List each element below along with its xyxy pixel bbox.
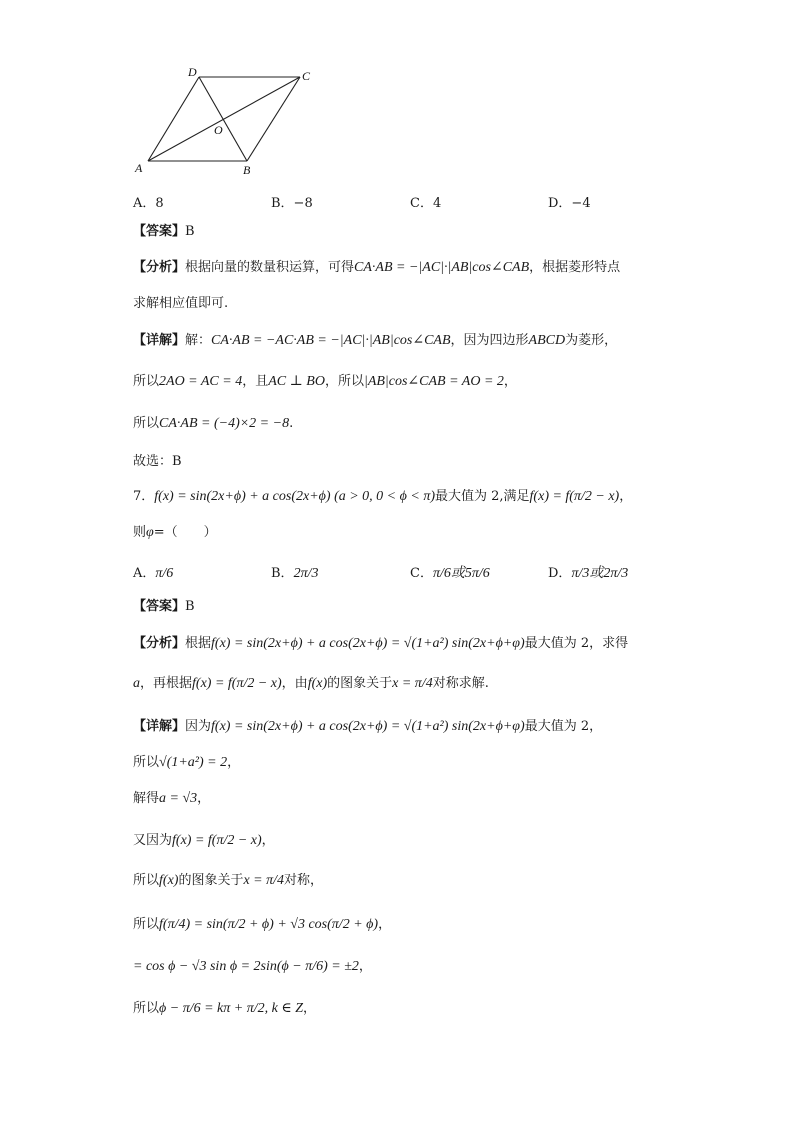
q7-detail-line-8 [133,999,316,1019]
answer-value: B [185,599,195,614]
q6-option-d: D．−4 [548,196,591,211]
text: 解得 [133,791,160,806]
q6-analysis-line-2: 求解相应值即可. [133,296,229,311]
math: φ [146,525,154,540]
text: ，所以 [324,374,364,389]
q6-choose: 故选：B [133,454,182,469]
text: 最大值为 2,满足 [435,489,530,504]
label-b: B [243,163,251,177]
text: 所以 [133,917,160,932]
q7-option-b [271,562,318,582]
q6-detail-line-2 [133,372,517,392]
q7-detail-line-7 [133,957,372,977]
label-a: A [135,161,143,175]
text: ，且 [242,374,269,389]
text: 为菱形， [565,333,618,348]
text: ，由 [281,676,308,691]
text: 所以 [133,1001,160,1016]
text: =（ ） [153,525,217,540]
label-d: D [188,65,197,79]
math: f(x) = sin(2x+ϕ) + a cos(2x+ϕ) (a > 0, 0 < ϕ < π) [154,489,435,504]
option-letter: B． [271,566,294,581]
option-value: π/6或5π/6 [432,566,490,581]
text: ，根据菱形特点 [529,260,621,275]
math: CA·AB = −AC·AB = −|AC|·|AB|cos∠CAB [211,333,451,348]
analysis-tag: 【分析】 [133,636,186,651]
q7-detail-line-2 [133,753,240,773]
q7-detail-line-1 [133,717,602,737]
text: 因为 [185,719,212,734]
label-o: O [214,123,223,137]
side-bc [247,77,300,161]
question-number: 7． [133,489,155,504]
option-value: π/6 [155,566,174,581]
math: ABCD [528,333,566,348]
diagonal-ac [148,77,300,161]
option-letter: C． [410,566,433,581]
q7-answer [133,597,195,617]
option-letter: D． [548,566,572,581]
q7-analysis-line-2 [133,674,489,694]
text: ，因为四边形 [450,333,529,348]
text: ， [378,917,392,932]
q7-option-a [133,562,173,582]
answer-value: B [185,224,195,239]
q6-detail-line-1 [133,331,617,351]
q7-detail-line-3 [133,789,210,809]
math: f(x) = f(π/2 − x) [172,833,262,848]
q7-option-c [410,562,490,582]
option-letter: A． [133,566,156,581]
option-value: 2π/3 [293,566,319,581]
math: f(x) = sin(2x+ϕ) + a cos(2x+ϕ) = √(1+a²) sin(2x+ϕ+φ) [211,636,525,651]
math: |AB|cos∠CAB = AO = 2 [363,374,504,389]
math: f(x) = f(π/2 − x) [529,489,620,504]
text: 的图象关于 [327,676,393,691]
math: CA·AB = (−4)×2 = −8 [159,416,290,431]
side-da [148,77,199,161]
q6-option-a: A．8 [133,196,164,211]
math: = cos ϕ − √3 sin ϕ = 2sin(ϕ − π/6) = ±2 [133,959,359,974]
text: 解： [185,333,212,348]
q7-detail-line-5 [133,871,323,891]
q7-detail-line-4 [133,831,275,851]
q6-answer [133,222,195,242]
math: 2AO = AC = 4 [159,374,243,389]
math: √(1+a²) = 2 [159,755,228,770]
math: f(x) [307,676,328,691]
answer-tag: 【答案】 [133,224,186,239]
q7-stem-line-1 [133,487,632,507]
text: ， [503,374,517,389]
math: ϕ − π/6 = kπ + π/2, k ∈ Z [159,1001,304,1016]
text: ， [619,489,633,504]
text: 所以 [133,873,160,888]
text: 则 [133,525,147,540]
math: f(x) [159,873,179,888]
text: 对称， [284,873,324,888]
text: 最大值为 2，求得 [524,636,629,651]
q7-detail-line-6 [133,915,391,935]
q7-option-d [548,562,628,582]
q7-analysis-line-1 [133,634,628,654]
answer-tag: 【答案】 [133,599,186,614]
q6-option-c: C．4 [410,196,442,211]
q6-analysis-line-1 [133,258,620,278]
text: 最大值为 2， [524,719,603,734]
label-c: C [302,69,311,83]
text: 对称求解. [432,676,489,691]
text: 的图象关于 [178,873,244,888]
analysis-tag: 【分析】 [133,260,186,275]
text: ， [197,791,211,806]
text: ， [227,755,241,770]
rhombus-figure [130,64,320,180]
math: x = π/4 [392,676,433,691]
text: ， [358,959,372,974]
q6-detail-line-3 [133,414,293,434]
math: CA·AB = −|AC|·|AB|cos∠CAB [354,260,530,275]
text: 所以 [133,416,160,431]
text: 所以 [133,755,160,770]
text: . [289,416,294,431]
math: AC ⊥ BO [268,374,325,389]
text: ， [303,1001,317,1016]
diagonal-bd [199,77,247,161]
math: f(π/4) = sin(π/2 + ϕ) + √3 cos(π/2 + ϕ) [159,917,379,932]
math: f(x) = f(π/2 − x) [192,676,282,691]
math: f(x) = sin(2x+ϕ) + a cos(2x+ϕ) = √(1+a²) sin(2x+ϕ+φ) [211,719,525,734]
text: ， [261,833,275,848]
math: a [133,676,140,691]
text: 根据 [185,636,212,651]
text: 又因为 [133,833,173,848]
text: 所以 [133,374,160,389]
q7-stem-line-2 [133,523,217,543]
detail-tag: 【详解】 [133,719,186,734]
text: 根据向量的数量积运算，可得 [185,260,355,275]
math: x = π/4 [243,873,285,888]
math: a = √3 [159,791,198,806]
option-value: π/3或2π/3 [571,566,629,581]
text: ，再根据 [140,676,193,691]
detail-tag: 【详解】 [133,333,186,348]
q6-option-b: B．−8 [271,196,313,211]
